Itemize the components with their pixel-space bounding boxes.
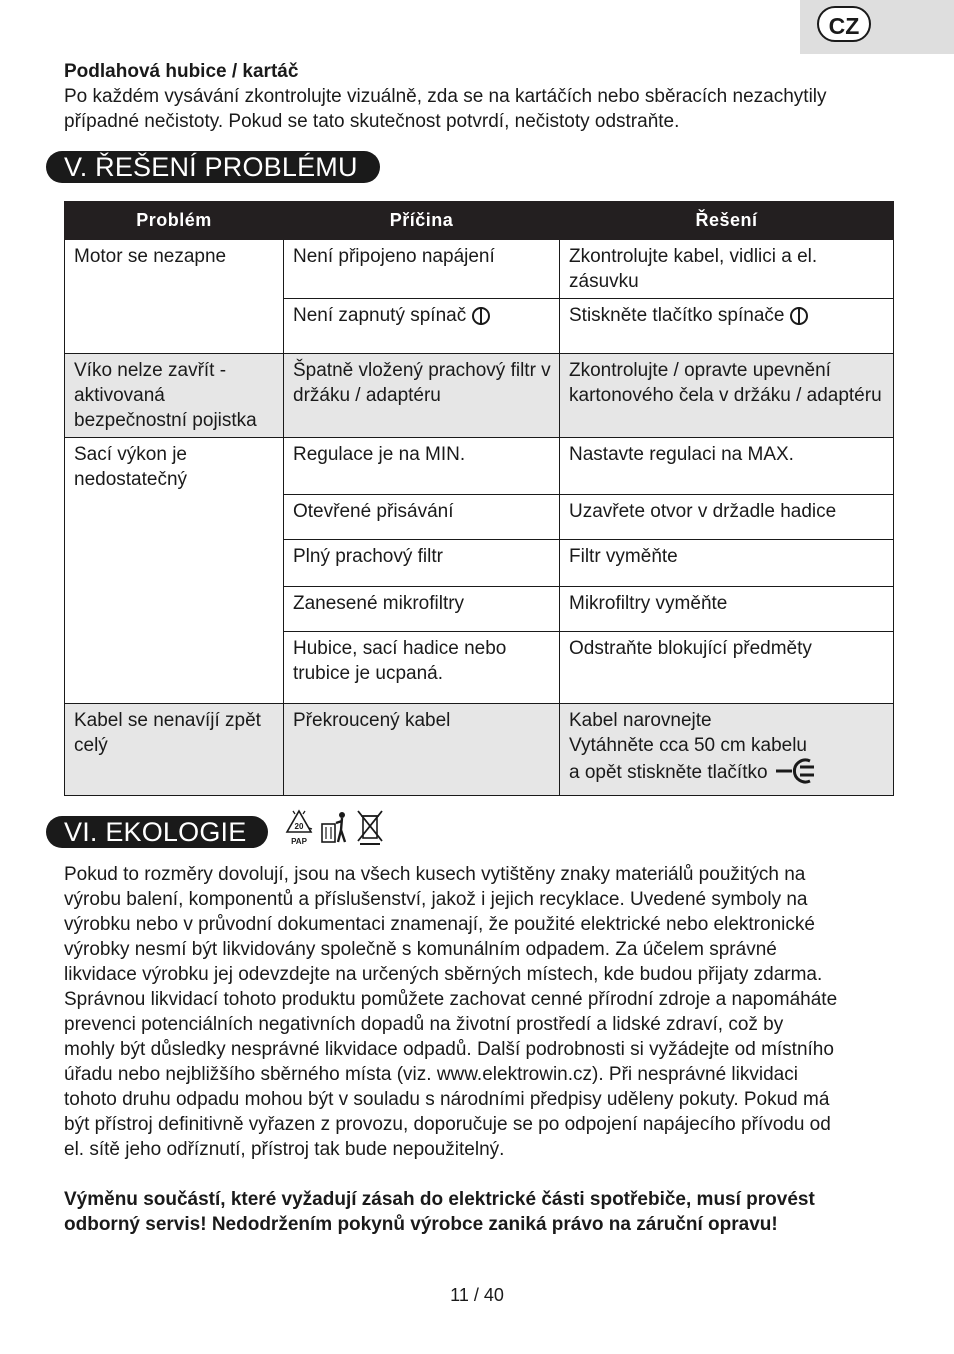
problem-cell: Kabel se nenavíjí zpět celý bbox=[65, 704, 284, 796]
solution-cell: Uzavřete otvor v držadle hadice bbox=[560, 495, 894, 540]
ecology-paragraph bbox=[64, 862, 904, 1162]
table-row bbox=[65, 704, 894, 796]
section-heading-ecology: VI. EKOLOGIE bbox=[46, 816, 268, 848]
table-header-row bbox=[65, 202, 894, 240]
recycle-pap-icon bbox=[284, 808, 314, 846]
power-switch-icon bbox=[472, 307, 490, 325]
recycle-material: PAP bbox=[291, 837, 307, 846]
solution-cell: Nastavte regulaci na MAX. bbox=[560, 438, 894, 495]
table-row bbox=[65, 240, 894, 299]
ecology-line: výrobu balení, komponentů a příslušenství, jakož i jejich recyklace. Uvedené symboly na bbox=[64, 889, 808, 910]
ecology-line: výrobku nebo v průvodní dokumentaci znamenají, že použité elektrické nebo elektronické bbox=[64, 914, 815, 935]
ecology-line: mohly být důsledky nesprávné likvidace odpadů. Další podrobnosti si vyžádejte od místního bbox=[64, 1039, 834, 1060]
troubleshooting-table bbox=[64, 201, 894, 796]
cause-cell: Není připojeno napájení bbox=[284, 240, 560, 299]
solution-cell: Zkontrolujte / opravte upevnění kartonového čela v držáku / adaptéru bbox=[560, 354, 894, 438]
intro-line: případné nečistoty. Pokud se tato skutečnost potvrdí, nečistoty odstraňte. bbox=[64, 111, 680, 132]
table-row bbox=[65, 438, 894, 495]
service-warning bbox=[64, 1187, 904, 1237]
power-switch-icon bbox=[790, 307, 808, 325]
solution-cell: Odstraňte blokující předměty bbox=[560, 632, 894, 704]
column-header: Příčina bbox=[284, 202, 560, 240]
solution-cell: Zkontrolujte kabel, vidlici a el. zásuvku bbox=[560, 240, 894, 299]
problem-cell: Motor se nezapne bbox=[65, 240, 284, 354]
warning-line: odborný servis! Nedodržením pokynů výrobce zaniká právo na záruční opravu! bbox=[64, 1214, 778, 1235]
solution-cell: Filtr vyměňte bbox=[560, 540, 894, 587]
solution-line: Vytáhněte cca 50 cm kabelu bbox=[569, 735, 807, 756]
solution-text: Stiskněte tlačítko spínače bbox=[569, 305, 785, 326]
ecology-line: úřadu nebo nejbližšího sběrného místa (viz. www.elektrowin.cz). Při nesprávné likvidaci bbox=[64, 1064, 798, 1085]
intro-block bbox=[64, 59, 904, 134]
crossed-bin-icon bbox=[355, 808, 385, 846]
cause-cell: Špatně vložený prachový filtr v držáku / adaptéru bbox=[284, 354, 560, 438]
cause-text: Není zapnutý spínač bbox=[293, 305, 467, 326]
language-badge: CZ bbox=[817, 6, 871, 42]
ecology-line: prevenci potenciálních negativních dopadů na životní prostředí a lidské zdraví, což by bbox=[64, 1014, 784, 1035]
cause-cell: Plný prachový filtr bbox=[284, 540, 560, 587]
ecology-symbols bbox=[284, 808, 385, 848]
solution-cell: Mikrofiltry vyměňte bbox=[560, 587, 894, 632]
solution-line: Kabel narovnejte bbox=[569, 710, 712, 731]
tidy-bin-icon bbox=[319, 808, 349, 846]
ecology-line: být přístroj definitivně vyřazen z provozu, doporučuje se po odpojení napájecího přívodu od bbox=[64, 1114, 831, 1135]
section-heading-troubleshooting: V. ŘEŠENÍ PROBLÉMU bbox=[46, 151, 380, 183]
column-header: Problém bbox=[65, 202, 284, 240]
cause-cell: Zanesené mikrofiltry bbox=[284, 587, 560, 632]
ecology-line: tohoto druhu odpadu mohou být v souladu s národními předpisy uděleny pokuty. Pokud má bbox=[64, 1089, 830, 1110]
cause-cell: Regulace je na MIN. bbox=[284, 438, 560, 495]
intro-line: Po každém vysávání zkontrolujte vizuálně, zda se na kartáčích nebo sběracích nezachytily bbox=[64, 86, 827, 107]
ecology-line: Správnou likvidací tohoto produktu pomůžete zachovat cenné přírodní zdroje a napomáháte bbox=[64, 989, 838, 1010]
ecology-line: výrobky nesmí být likvidovány společně s komunálním odpadem. Za účelem správné bbox=[64, 939, 777, 960]
cause-cell: Hubice, sací hadice nebo trubice je ucpaná. bbox=[284, 632, 560, 704]
warning-line: Výměnu součástí, které vyžadují zásah do elektrické části spotřebiče, musí provést bbox=[64, 1189, 815, 1210]
page-number: 11 / 40 bbox=[450, 1285, 504, 1305]
table-row bbox=[65, 354, 894, 438]
language-tab bbox=[800, 0, 954, 54]
column-header: Řešení bbox=[560, 202, 894, 240]
ecology-line: el. sítě jeho odříznutí, přístroj tak bude nepoužitelný. bbox=[64, 1139, 505, 1160]
intro-title: Podlahová hubice / kartáč bbox=[64, 61, 299, 82]
solution-cell bbox=[560, 299, 894, 354]
solution-cell bbox=[560, 704, 894, 796]
ecology-line: Pokud to rozměry dovolují, jsou na všech kusech vytištěny znaky materiálů použitých na bbox=[64, 864, 806, 885]
ecology-line: likvidace výrobku jej odevzdejte na určených sběrných místech, kde budou přijaty zdarma. bbox=[64, 964, 823, 985]
cause-cell: Otevřené přisávání bbox=[284, 495, 560, 540]
recycle-code: 20 bbox=[294, 822, 304, 831]
cause-cell: Překroucený kabel bbox=[284, 704, 560, 796]
solution-line bbox=[569, 758, 885, 791]
solution-text: a opět stiskněte tlačítko bbox=[569, 762, 768, 783]
problem-cell: Sací výkon je nedostatečný bbox=[65, 438, 284, 704]
problem-cell: Víko nelze zavřít - aktivovaná bezpečnostní pojistka bbox=[65, 354, 284, 438]
cause-cell bbox=[284, 299, 560, 354]
cord-rewind-icon bbox=[776, 758, 816, 791]
